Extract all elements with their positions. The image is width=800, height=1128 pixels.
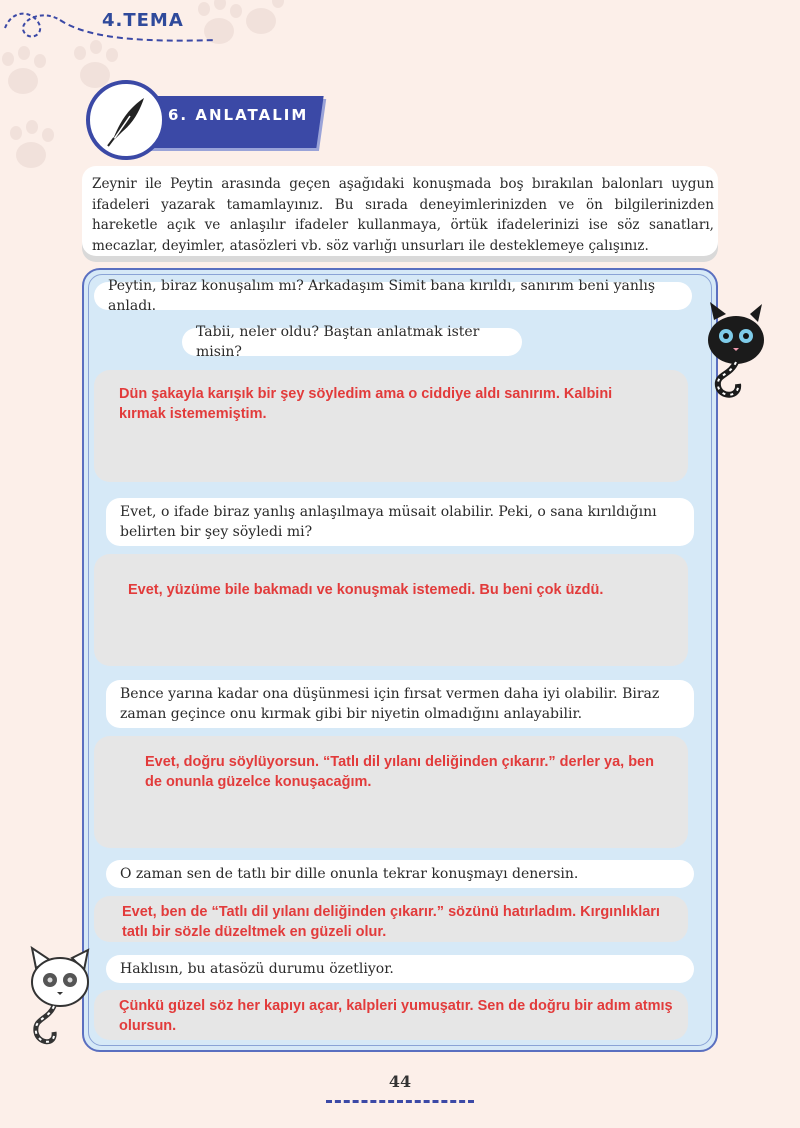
speech-bubble: O zaman sen de tatlı bir dille onunla tekrar konuşmayı denersin.	[106, 860, 694, 888]
answer-text: Evet, yüzüme bile bakmadı ve konuşmak istemedi. Bu beni çok üzdü.	[128, 582, 604, 598]
speech-bubble: Bence yarına kadar ona düşünmesi için fırsat vermen daha iyi olabilir. Biraz zaman geçince onu kırmak gibi bir niyetin olmadığını anlayabilir.	[106, 680, 694, 728]
section-title: 6. ANLATALIM	[168, 106, 309, 124]
white-cat-icon	[26, 944, 96, 1056]
page-divider	[326, 1100, 474, 1103]
speech-bubble: Peytin, biraz konuşalım mı? Arkadaşım Simit bana kırıldı, sanırım beni yanlış anladı.	[94, 282, 692, 310]
speech-bubble: Evet, o ifade biraz yanlış anlaşılmaya müsait olabilir. Peki, o sana kırıldığını belirten bir şey söyledi mi?	[106, 498, 694, 546]
instructions-text: Zeynir ile Peytin arasında geçen aşağıdaki konuşmada boş bırakılan balonları uygun ifadeleri yazarak tamamlayınız. Bu sırada deneyimlerinizden ve ön bilgilerinizden hareketle açık ve anlaşılır ifadeler kullanmaya, örtük ifadelerinizi ise söz sanatları, mecazlar, deyimler, atasözleri vb. söz varlığı unsurları ile desteklemeye çalışınız.	[92, 176, 714, 254]
page-number: 44	[388, 1072, 412, 1091]
speech-bubble: Haklısın, bu atasözü durumu özetliyor.	[106, 955, 694, 983]
answer-text: Dün şakayla karışık bir şey söyledim ama o ciddiye aldı sanırım. Kalbini kırmak istememiştim.	[119, 386, 613, 422]
theme-label: 4.TEMA	[102, 10, 184, 31]
answer-text: Evet, ben de “Tatlı dil yılanı deliğinden çıkarır.” sözünü hatırladım. Kırgınlıkları tatlı bir sözle düzeltmek en güzeli olur.	[122, 904, 660, 940]
feather-icon	[100, 92, 152, 148]
answer-bubble	[94, 554, 688, 666]
answer-text: Çünkü güzel söz her kapıyı açar, kalpleri yumuşatır. Sen de doğru bir adım atmış olursun.	[119, 998, 673, 1034]
answer-text: Evet, doğru söylüyorsun. “Tatlı dil yılanı deliğinden çıkarır.” derler ya, ben de onunla güzelce konuşacağım.	[145, 754, 654, 790]
black-cat-icon	[700, 300, 772, 412]
speech-bubble: Tabii, neler oldu? Baştan anlatmak ister misin?	[182, 328, 522, 356]
feather-badge	[86, 80, 166, 160]
